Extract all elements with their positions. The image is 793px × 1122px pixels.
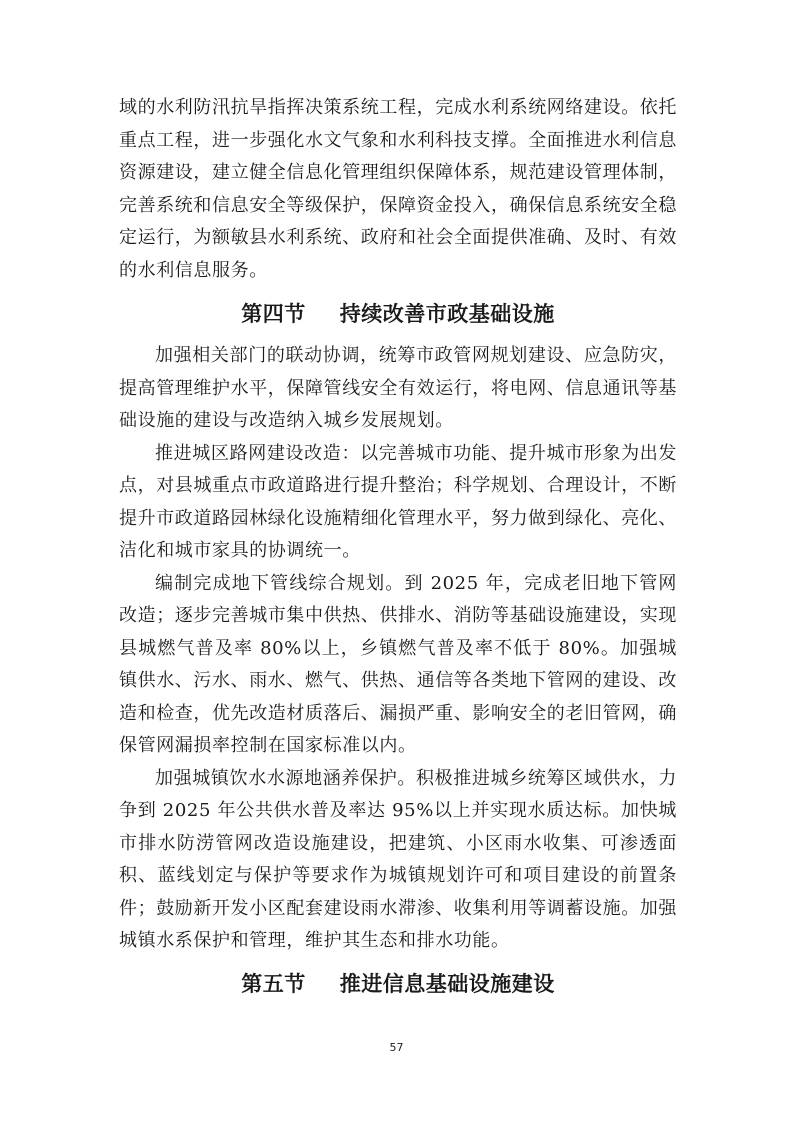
section-number: 第四节 <box>241 302 306 326</box>
body-paragraph: 编制完成地下管线综合规划。到 2025 年，完成老旧地下管网改造；逐步完善城市集中供热、供排水、消防等基础设施建设，实现县城燃气普及率 80%以上，乡镇燃气普及率不低于 80%。加强城镇供水、污水、雨水、燃气、供热、通信等各类地下管网的建设、改造和检查，优先改造材质落后、漏损严重、影响安全的老旧管网，确保管网漏损率控制在国家标准以内。 <box>119 572 677 756</box>
page-body <box>119 92 677 1000</box>
section-title: 持续改善市政基础设施 <box>339 302 555 326</box>
section-heading-5 <box>119 968 677 1000</box>
intro-paragraph: 域的水利防汛抗旱指挥决策系统工程，完成水利系统网络建设。依托重点工程，进一步强化水文气象和水利科技支撑。全面推进水利信息资源建设，建立健全信息化管理组织保障体系，规范建设管理体制，完善系统和信息安全等级保护，保障资金投入，确保信息系统安全稳定运行，为额敏县水利系统、政府和社会全面提供准确、及时、有效的水利信息服务。 <box>119 97 677 281</box>
body-paragraph: 加强城镇饮水水源地涵养保护。积极推进城乡统筹区域供水，力争到 2025 年公共供水普及率达 95%以上并实现水质达标。加快城市排水防涝管网改造设施建设，把建筑、小区雨水收集、可渗透面积、蓝线划定与保护等要求作为城镇规划许可和项目建设的前置条件；鼓励新开发小区配套建设雨水滞渗、收集利用等调蓄设施。加强城镇水系保护和管理，维护其生态和排水功能。 <box>119 767 677 951</box>
section-title: 推进信息基础设施建设 <box>339 971 555 996</box>
section-heading-4 <box>119 298 677 330</box>
body-paragraph: 加强相关部门的联动协调，统筹市政管网规划建设、应急防灾，提高管理维护水平，保障管线安全有效运行，将电网、信息通讯等基础设施的建设与改造纳入城乡发展规划。 <box>119 345 677 431</box>
page-number: 57 <box>389 1041 404 1054</box>
body-paragraph: 推进城区路网建设改造：以完善城市功能、提升城市形象为出发点，对县城重点市政道路进行提升整治；科学规划、合理设计，不断提升市政道路园林绿化设施精细化管理水平，努力做到绿化、亮化、洁化和城市家具的协调统一。 <box>119 442 677 561</box>
section-number: 第五节 <box>241 971 306 996</box>
